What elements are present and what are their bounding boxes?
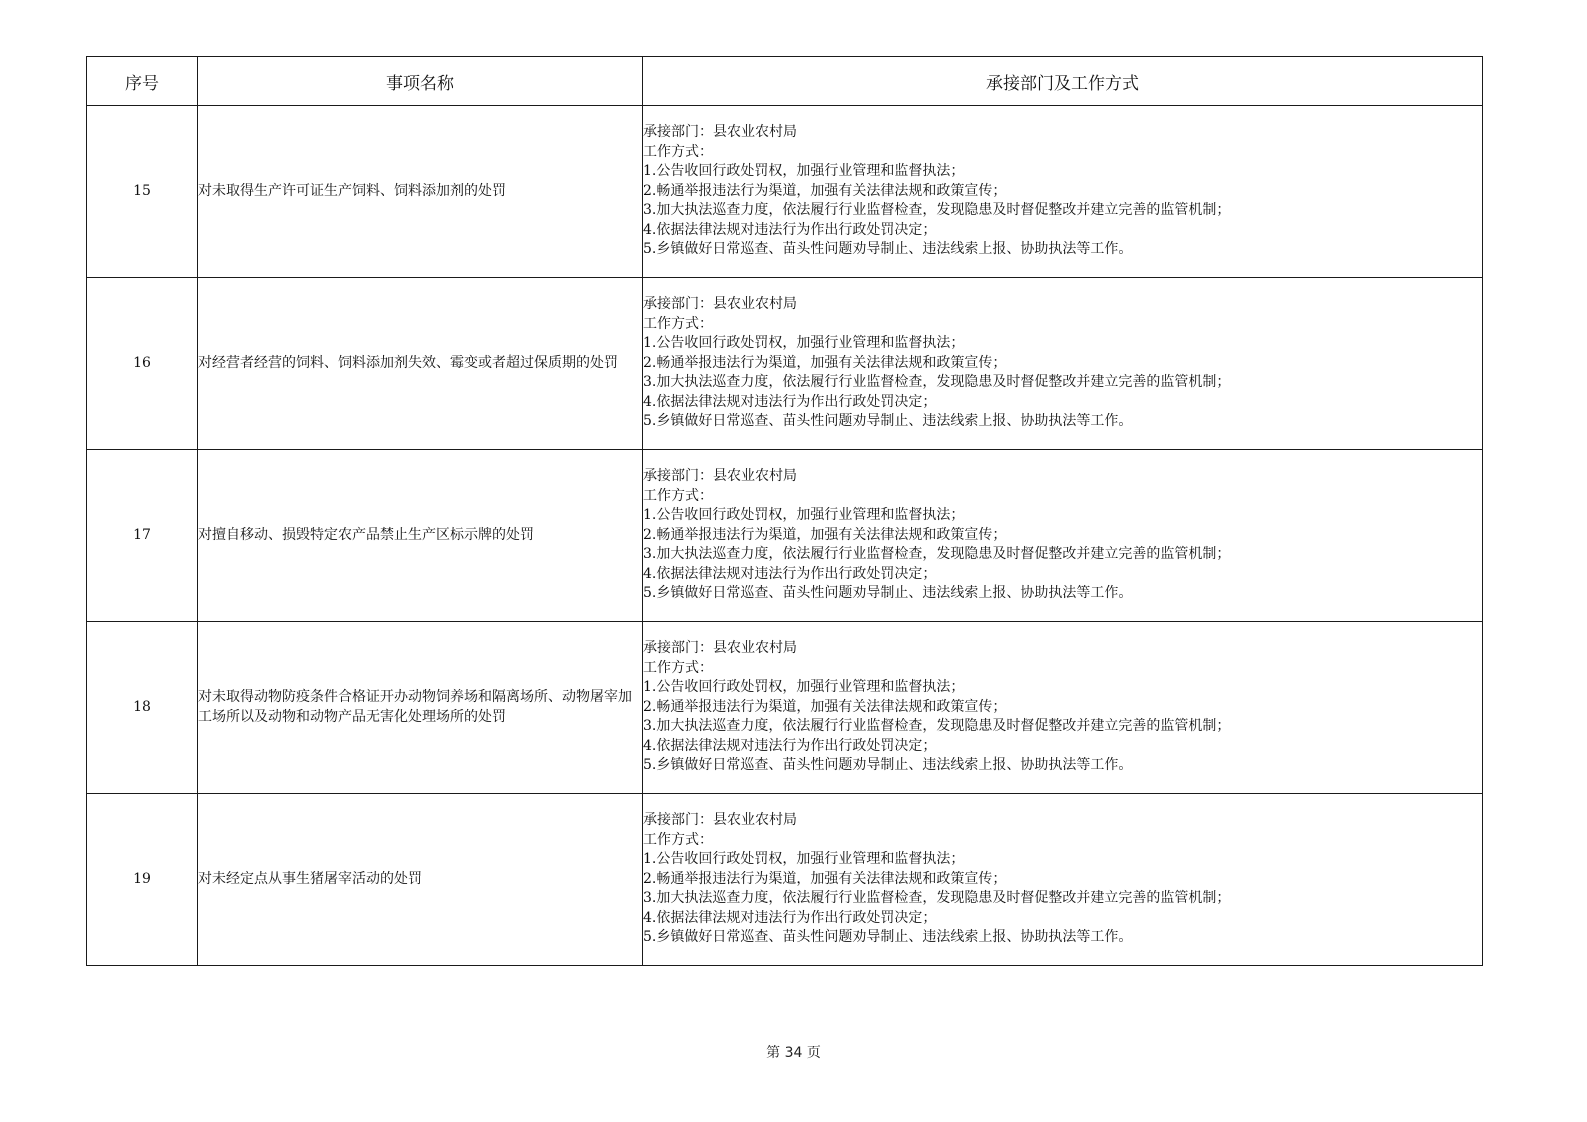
row-serial-number: 18	[87, 622, 198, 794]
table-row	[87, 794, 1483, 966]
page-number: 第 34 页	[766, 1045, 821, 1061]
row-item-name: 对未取得生产许可证生产饲料、饲料添加剂的处罚	[198, 106, 643, 278]
table-row	[87, 450, 1483, 622]
row-item-name: 对经营者经营的饲料、饲料添加剂失效、霉变或者超过保质期的处罚	[198, 278, 643, 450]
row-department-method: 承接部门：县农业农村局 工作方式： 1.公告收回行政处罚权，加强行业管理和监督执法； 2.畅通举报违法行为渠道，加强有关法律法规和政策宣传； 3.加大执法巡查力度，依法履行行业监督检查，发现隐患及时督促整改并建立完善的监管机制； 4.依据法律法规对违法行为作出行政处罚决定； 5.乡镇做好日常巡查、苗头性问题劝导制止、违法线索上报、协助执法等工作。	[643, 450, 1483, 622]
row-department-method: 承接部门：县农业农村局 工作方式： 1.公告收回行政处罚权，加强行业管理和监督执法； 2.畅通举报违法行为渠道，加强有关法律法规和政策宣传； 3.加大执法巡查力度，依法履行行业监督检查，发现隐患及时督促整改并建立完善的监管机制； 4.依据法律法规对违法行为作出行政处罚决定； 5.乡镇做好日常巡查、苗头性问题劝导制止、违法线索上报、协助执法等工作。	[643, 622, 1483, 794]
row-department-method: 承接部门：县农业农村局 工作方式： 1.公告收回行政处罚权，加强行业管理和监督执法； 2.畅通举报违法行为渠道，加强有关法律法规和政策宣传； 3.加大执法巡查力度，依法履行行业监督检查，发现隐患及时督促整改并建立完善的监管机制； 4.依据法律法规对违法行为作出行政处罚决定； 5.乡镇做好日常巡查、苗头性问题劝导制止、违法线索上报、协助执法等工作。	[643, 794, 1483, 966]
header-serial-number: 序号	[87, 57, 198, 106]
header-department-method: 承接部门及工作方式	[643, 57, 1483, 106]
table-header-row	[87, 57, 1483, 106]
table-row	[87, 106, 1483, 278]
row-item-name: 对未经定点从事生猪屠宰活动的处罚	[198, 794, 643, 966]
row-serial-number: 17	[87, 450, 198, 622]
row-department-method: 承接部门：县农业农村局 工作方式： 1.公告收回行政处罚权，加强行业管理和监督执法； 2.畅通举报违法行为渠道，加强有关法律法规和政策宣传； 3.加大执法巡查力度，依法履行行业监督检查，发现隐患及时督促整改并建立完善的监管机制； 4.依据法律法规对违法行为作出行政处罚决定； 5.乡镇做好日常巡查、苗头性问题劝导制止、违法线索上报、协助执法等工作。	[643, 278, 1483, 450]
header-item-name: 事项名称	[198, 57, 643, 106]
row-serial-number: 15	[87, 106, 198, 278]
matters-table	[86, 56, 1483, 966]
row-serial-number: 16	[87, 278, 198, 450]
row-department-method: 承接部门：县农业农村局 工作方式： 1.公告收回行政处罚权，加强行业管理和监督执法； 2.畅通举报违法行为渠道，加强有关法律法规和政策宣传； 3.加大执法巡查力度，依法履行行业监督检查，发现隐患及时督促整改并建立完善的监管机制； 4.依据法律法规对违法行为作出行政处罚决定； 5.乡镇做好日常巡查、苗头性问题劝导制止、违法线索上报、协助执法等工作。	[643, 106, 1483, 278]
table-row	[87, 622, 1483, 794]
row-serial-number: 19	[87, 794, 198, 966]
table-row	[87, 278, 1483, 450]
row-item-name: 对擅自移动、损毁特定农产品禁止生产区标示牌的处罚	[198, 450, 643, 622]
row-item-name: 对未取得动物防疫条件合格证开办动物饲养场和隔离场所、动物屠宰加工场所以及动物和动物产品无害化处理场所的处罚	[198, 622, 643, 794]
